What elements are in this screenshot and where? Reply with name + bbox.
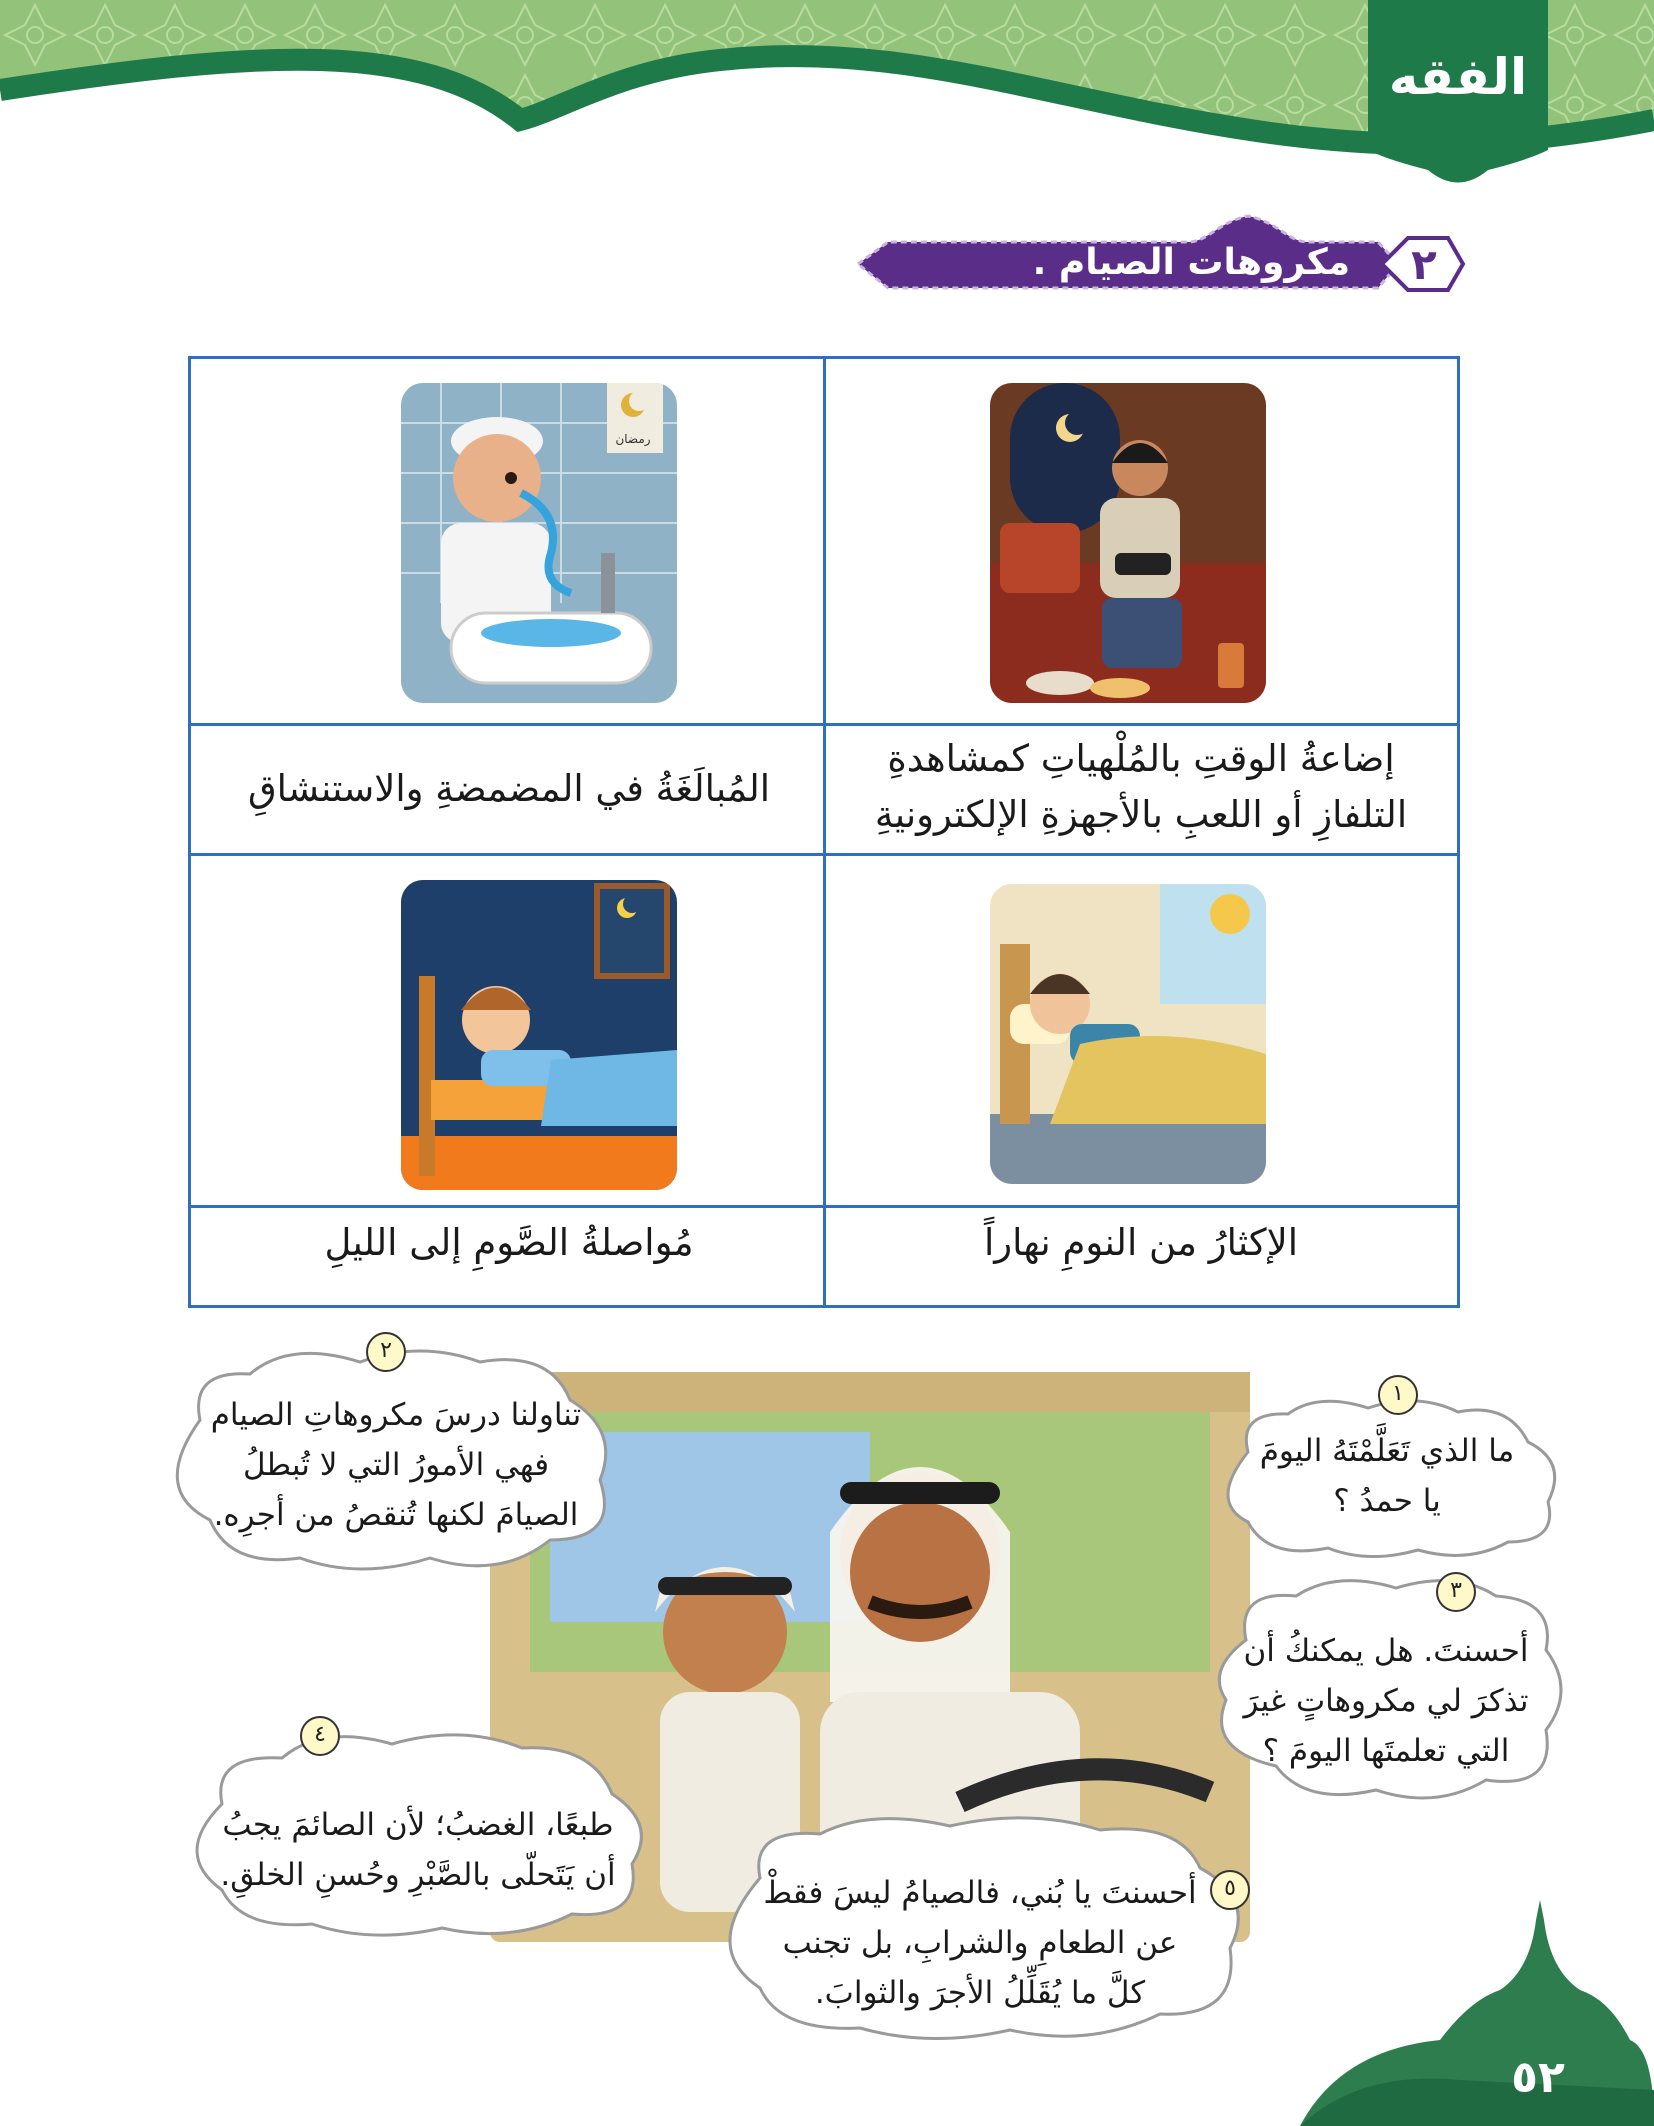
rulings-table <box>188 356 1460 1308</box>
section-number: ٢ <box>1411 240 1437 289</box>
boy-gaming-image <box>990 383 1266 703</box>
boy-sleeping-image <box>990 884 1266 1184</box>
ruling-continuous-fasting: مُواصلةُ الصَّومِ إلى الليلِ <box>324 1221 694 1264</box>
bubble-2-text: تناولنا درسَ مكروهاتِ الصيام فهي الأمورُ التي لا تُبطلُ الصيامَ لكنها تُنقصُ من أجرِه. <box>210 1397 582 1533</box>
bubble-4-text: طبعًا، الغضبُ؛ لأن الصائمَ يجبُ أن يَتَحلّى بالصَّبْرِ وحُسنِ الخلقِ. <box>220 1807 616 1893</box>
boy-at-sink-image <box>401 383 677 703</box>
ruling-excessive-sleep: الإكثارُ من النومِ نهاراً <box>983 1221 1299 1264</box>
bubble-3-number: ٣ <box>1436 1572 1476 1612</box>
bubble-2-number: ٢ <box>366 1332 406 1372</box>
bubble-1-text: ما الذي تَعَلَّمْتَهُ اليومَ يا حمدُ ؟ <box>1259 1433 1515 1519</box>
bubble-3-text: أحسنتَ. هل يمكنكُ أن تذكرَ لي مكروهاتٍ غيرَ التي تعلمتَها اليومَ ؟ <box>1243 1633 1529 1769</box>
bubble-4-number: ٤ <box>300 1716 340 1756</box>
bubble-5-number: ٥ <box>1210 1870 1250 1910</box>
boy-awake-night-image <box>401 880 677 1190</box>
page-number: ٥٢ <box>1511 2052 1565 2103</box>
section-title: مكروهات الصيام . <box>1032 242 1350 283</box>
ruling-excessive-rinsing: المُبالَغَةُ في المضمضةِ والاستنشاقِ <box>247 767 771 810</box>
bubble-1-number: ١ <box>1378 1375 1418 1415</box>
ruling-wasting-time: إضاعةُ الوقتِ بالمُلْهياتِ كمشاهدةِ التلفازِ أو اللعبِ بالأجهزةِ الإلكترونيةِ <box>874 737 1408 836</box>
calendar-caption: رمضان <box>615 432 651 446</box>
bubble-5-text: أحسنتَ يا بُني، فالصيامُ ليسَ فقطْ عن الطعامِ والشرابِ، بل تجنب كلَّ ما يُقَلِّلُ الأجرَ والثوابَ. <box>763 1875 1197 2011</box>
subject-title: الفقه <box>1388 48 1528 106</box>
